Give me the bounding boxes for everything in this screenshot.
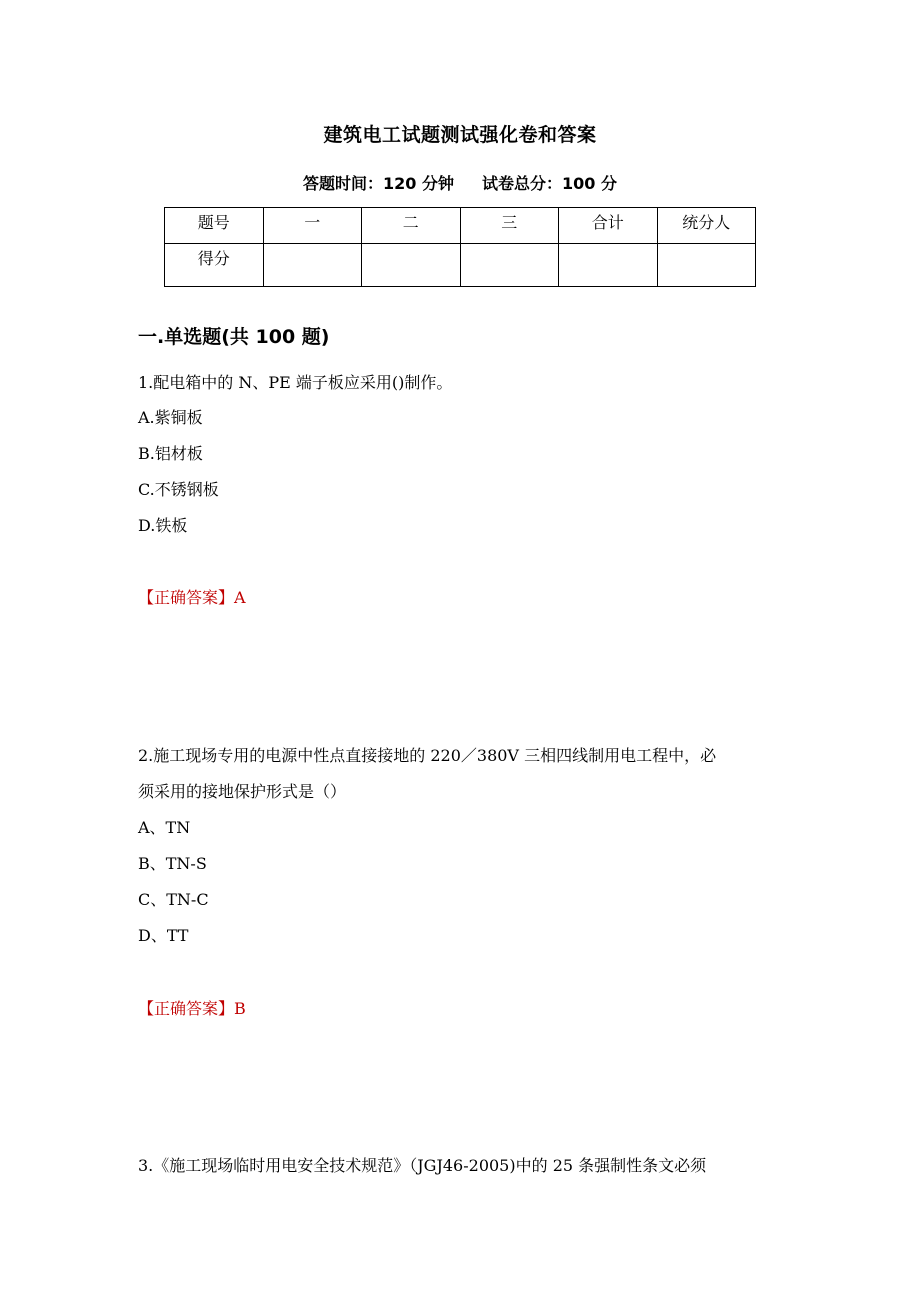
- total-score: 试卷总分：100 分: [482, 174, 617, 193]
- header-cell: 统分人: [657, 208, 756, 244]
- question-1-option-b: B.铝材板: [138, 444, 203, 463]
- question-2-stem-line-1: 2.施工现场专用的电源中性点直接接地的 220／380V 三相四线制用电工程中，必: [138, 746, 717, 765]
- question-2-option-d: D、TT: [138, 926, 189, 945]
- score-table: [164, 207, 756, 287]
- question-1-option-d: D.铁板: [138, 516, 188, 535]
- question-2-option-b: B、TN-S: [138, 854, 207, 873]
- header-cell: 一: [263, 208, 362, 244]
- question-2-option-a: A、TN: [138, 818, 191, 837]
- score-row-label: 得分: [165, 244, 264, 287]
- header-cell: 三: [460, 208, 559, 244]
- score-cell[interactable]: [559, 244, 658, 287]
- header-cell: 合计: [559, 208, 658, 244]
- score-table-header-row: [165, 208, 756, 244]
- header-cell: 题号: [165, 208, 264, 244]
- doc-title: 建筑电工试题测试强化卷和答案: [323, 124, 597, 146]
- score-cell[interactable]: [362, 244, 461, 287]
- score-table-score-row: [165, 244, 756, 287]
- question-2-option-c: C、TN-C: [138, 890, 209, 909]
- question-2-answer: 【正确答案】B: [138, 999, 246, 1018]
- score-cell[interactable]: [657, 244, 756, 287]
- exam-meta: [0, 171, 920, 194]
- score-cell[interactable]: [460, 244, 559, 287]
- question-3-stem: 3.《施工现场临时用电安全技术规范》（JGJ46-2005)中的 25 条强制性条文必须: [138, 1156, 707, 1175]
- question-1-stem: 1.配电箱中的 N、PE 端子板应采用()制作。: [138, 373, 453, 392]
- question-1-answer: 【正确答案】A: [138, 588, 246, 607]
- section-title: 一.单选题(共 100 题): [138, 326, 330, 348]
- question-1-option-a: A.紫铜板: [138, 408, 203, 427]
- exam-time: 答题时间：120 分钟: [303, 174, 454, 193]
- score-cell[interactable]: [263, 244, 362, 287]
- question-2-stem-line-2: 须采用的接地保护形式是（）: [138, 782, 347, 801]
- question-1-option-c: C.不锈钢板: [138, 480, 219, 499]
- header-cell: 二: [362, 208, 461, 244]
